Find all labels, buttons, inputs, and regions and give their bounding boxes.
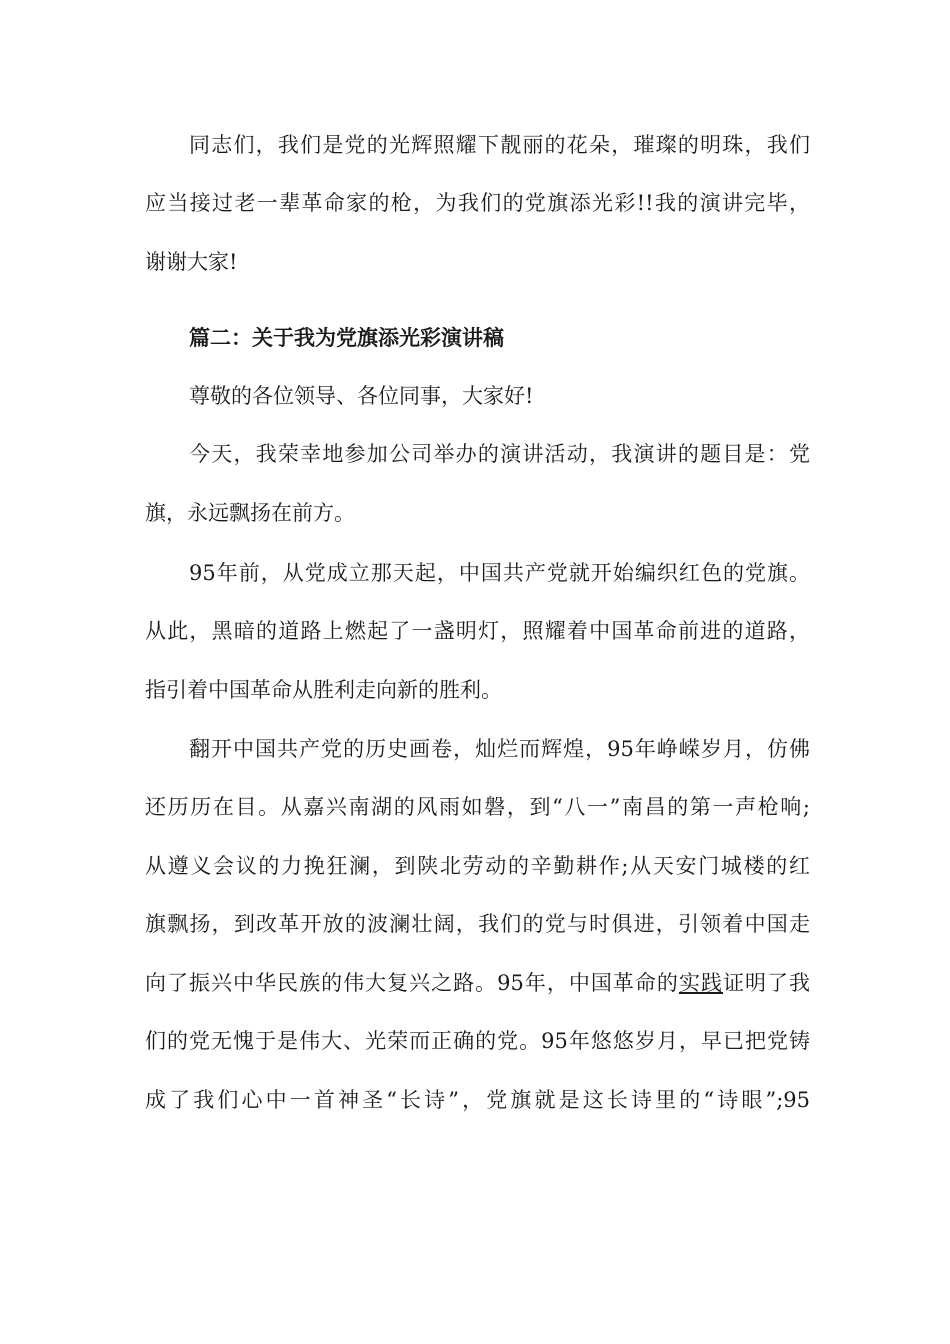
text-line: 们的党无愧于是伟大、光荣而正确的党。95年悠悠岁月，早已把党铸 [145, 1029, 810, 1053]
text-line: 尊敬的各位领导、各位同事，大家好! [189, 384, 534, 408]
text-line: 应当接过老一辈革命家的枪，为我们的党旗添光彩!!我的演讲完毕， [145, 191, 810, 215]
text-line: 今天，我荣幸地参加公司举办的演讲活动，我演讲的题目是：党 [189, 442, 810, 466]
text-line: 还历历在目。从嘉兴南湖的风雨如磐，到“八一”南昌的第一声枪响; [145, 795, 810, 819]
text-line: 从此，黑暗的道路上燃起了一盏明灯，照耀着中国革命前进的道路， [145, 619, 810, 643]
text-line: 指引着中国革命从胜利走向新的胜利。 [145, 678, 502, 702]
text-line: 同志们，我们是党的光辉照耀下靓丽的花朵，璀璨的明珠，我们 [189, 133, 810, 157]
text-line: 旗，永远飘扬在前方。 [145, 501, 355, 525]
text-line: 旗飘扬，到改革开放的波澜壮阔，我们的党与时俱进，引领着中国走 [145, 912, 810, 936]
text-line [145, 968, 810, 998]
underlined-word: 实践 [678, 971, 723, 995]
text-line: 成了我们心中一首神圣“长诗”，党旗就是这长诗里的“诗眼”;95 [145, 1088, 810, 1112]
text-segment: 证明了我 [722, 971, 811, 995]
text-line: 谢谢大家! [145, 250, 238, 274]
section-heading: 篇二：关于我为党旗添光彩演讲稿 [189, 325, 504, 350]
text-line: 翻开中国共产党的历史画卷，灿烂而辉煌，95年峥嵘岁月，仿佛 [189, 737, 810, 761]
text-line: 从遵义会议的力挽狂澜，到陕北劳动的辛勤耕作;从天安门城楼的红 [145, 854, 810, 878]
text-segment: 向了振兴中华民族的伟大复兴之路。95年，中国革命的 [145, 971, 679, 995]
text-line: 95年前，从党成立那天起，中国共产党就开始编织红色的党旗。 [189, 561, 810, 585]
